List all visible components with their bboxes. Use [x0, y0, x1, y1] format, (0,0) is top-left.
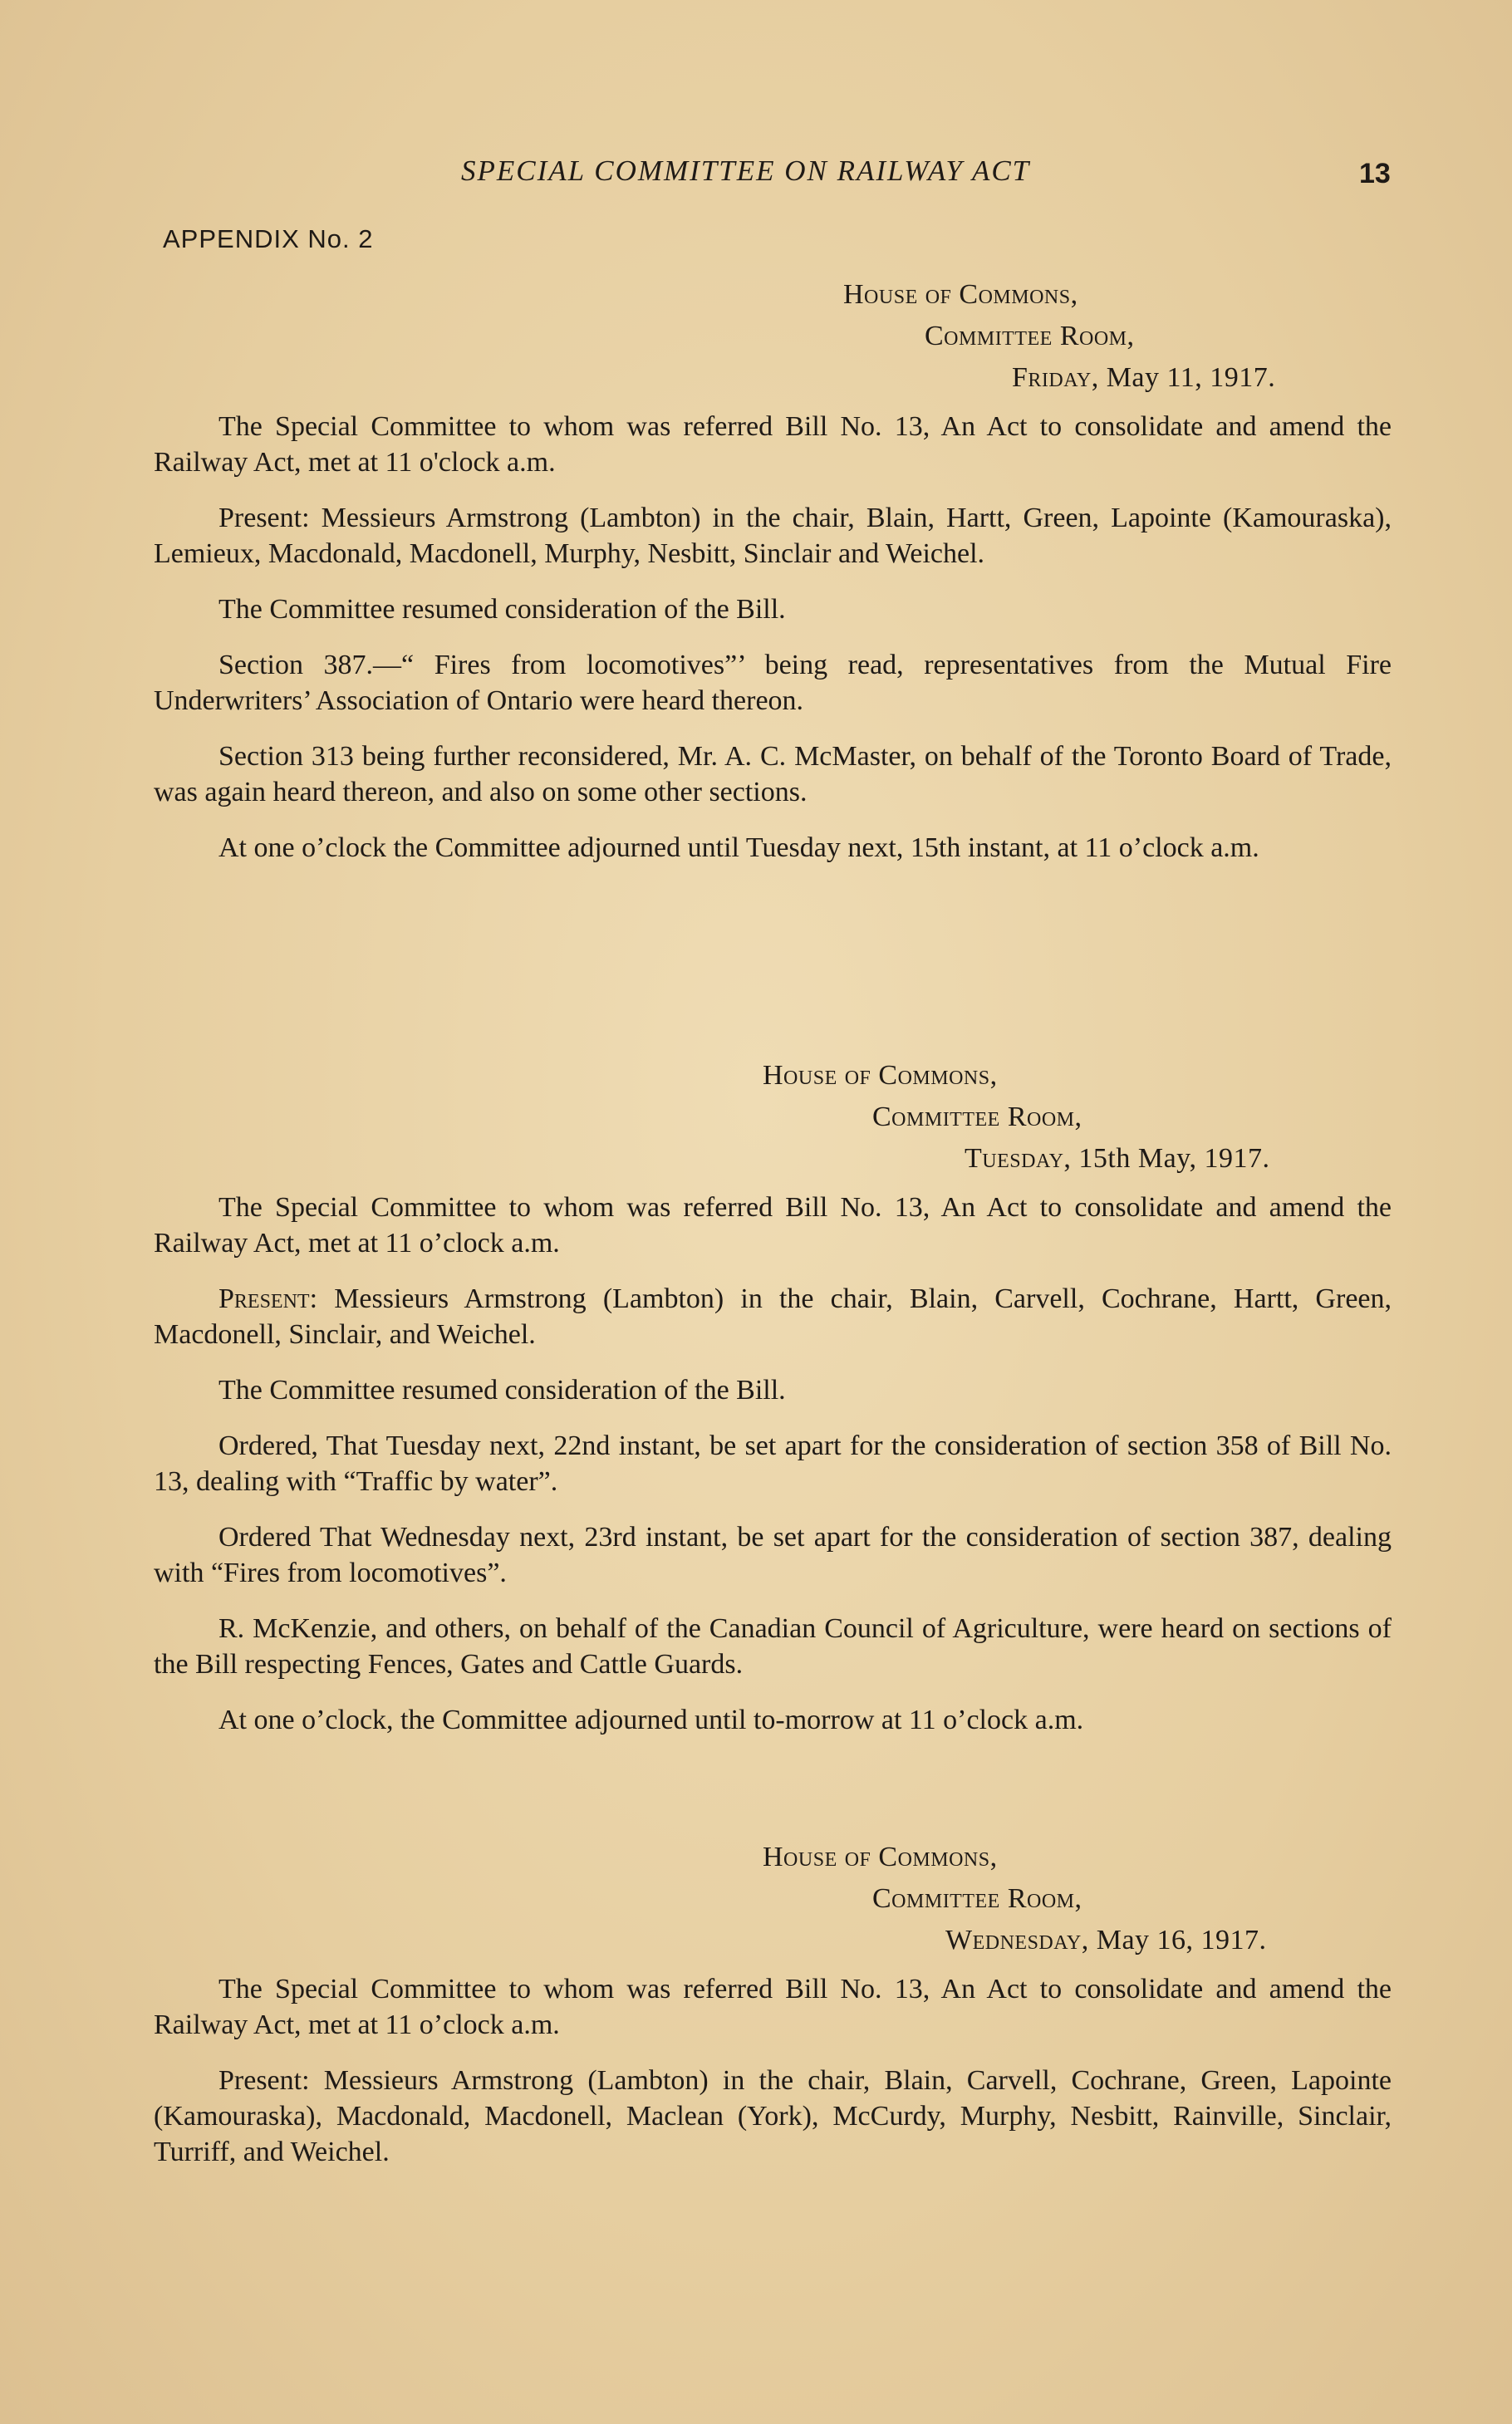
paragraph: The Special Committee to whom was referred Bill No. 13, An Act to consolidate and amend the Railway Act, met at 11 o’clock a.m. — [154, 1974, 1392, 2040]
paragraph: Ordered That Wednesday next, 23rd instant, be set apart for the consideration of section 387, dealing with “Fires from locomotives”. — [154, 1522, 1392, 1588]
appendix-label: APPENDIX No. 2 — [163, 224, 374, 253]
paragraph: The Special Committee to whom was referred Bill No. 13, An Act to consolidate and amend the Railway Act, met at 11 o’clock a.m. — [154, 1192, 1392, 1259]
session-body — [154, 1971, 1392, 2170]
page-number: 13 — [1359, 158, 1391, 189]
paragraph: At one o’clock the Committee adjourned until Tuesday next, 15th instant, at 11 o’clock a.m. — [218, 832, 1259, 863]
date-line — [1012, 357, 1275, 399]
paragraph: Present: Messieurs Armstrong (Lambton) in the chair, Blain, Carvell, Cochrane, Green, Lapointe (Kamouraska), Macdonald, Macdonell, Maclean (York), McCurdy, Murphy, Nesbitt, Rainville, Sinclair, Turriff, and Weichel. — [154, 2065, 1392, 2167]
session-friday — [154, 267, 1392, 874]
paragraph: The Committee resumed consideration of the Bill. — [218, 1375, 786, 1406]
room-line: Committee Room, — [872, 1883, 1082, 1914]
paragraph: Section 313 being further reconsidered, Mr. A. C. McMaster, on behalf of the Toronto Board of Trade, was again heard thereon, and also on some other sections. — [154, 741, 1392, 807]
session-body — [154, 1190, 1392, 1738]
running-head — [0, 155, 1512, 196]
paragraph: Present: Messieurs Armstrong (Lambton) in the chair, Blain, Carvell, Cochrane, Hartt, Green, Macdonell, Sinclair, and Weichel. — [154, 1283, 1392, 1350]
paragraph: The Committee resumed consideration of the Bill. — [218, 594, 786, 625]
session-heading — [154, 1830, 1392, 1960]
session-body — [154, 409, 1392, 866]
paragraph: Present: Messieurs Armstrong (Lambton) in the chair, Blain, Hartt, Green, Lapointe (Kamouraska), Lemieux, Macdonald, Macdonell, Murphy, Nesbitt, Sinclair and Weichel. — [154, 503, 1392, 569]
house-line: House of Commons, — [763, 1060, 998, 1091]
paragraph: Section 387.—“ Fires from locomotives”’ being read, representatives from the Mutual Fire Underwriters’ Association of Ontario were heard thereon. — [154, 650, 1392, 716]
weekday: Wednesday, — [945, 1925, 1089, 1955]
room-line: Committee Room, — [925, 321, 1135, 351]
date-line — [965, 1138, 1269, 1180]
weekday: Friday, — [1012, 362, 1099, 393]
session-tuesday — [154, 1048, 1392, 1746]
present-label: Present — [218, 1283, 310, 1314]
paragraph: Ordered, That Tuesday next, 22nd instant, be set apart for the consideration of section 358 of Bill No. 13, dealing with “Traffic by water”. — [154, 1430, 1392, 1497]
weekday: Tuesday, — [965, 1143, 1072, 1174]
house-line: House of Commons, — [843, 279, 1078, 310]
paragraph: The Special Committee to whom was referred Bill No. 13, An Act to consolidate and amend the Railway Act, met at 11 o'clock a.m. — [154, 411, 1392, 478]
running-title: SPECIAL COMMITTEE ON RAILWAY ACT — [461, 155, 1031, 187]
session-heading — [154, 267, 1392, 397]
paragraph: At one o’clock, the Committee adjourned until to-morrow at 11 o’clock a.m. — [218, 1705, 1084, 1735]
date: May 16, 1917. — [1088, 1925, 1267, 1955]
date-line — [945, 1920, 1267, 1961]
date: 15th May, 1917. — [1071, 1143, 1270, 1174]
room-line: Committee Room, — [872, 1102, 1082, 1132]
house-line: House of Commons, — [763, 1842, 998, 1872]
session-heading — [154, 1048, 1392, 1178]
present-list: Messieurs Armstrong (Lambton) in the chair, Blain, Carvell, Cochrane, Hartt, Green, Macdonell, Sinclair, and Weichel. — [154, 1283, 1392, 1350]
date: May 11, 1917. — [1098, 362, 1276, 393]
session-wednesday — [154, 1830, 1392, 2178]
paragraph: R. McKenzie, and others, on behalf of the Canadian Council of Agriculture, were heard on sections of the Bill respecting Fences, Gates and Cattle Guards. — [154, 1613, 1392, 1680]
